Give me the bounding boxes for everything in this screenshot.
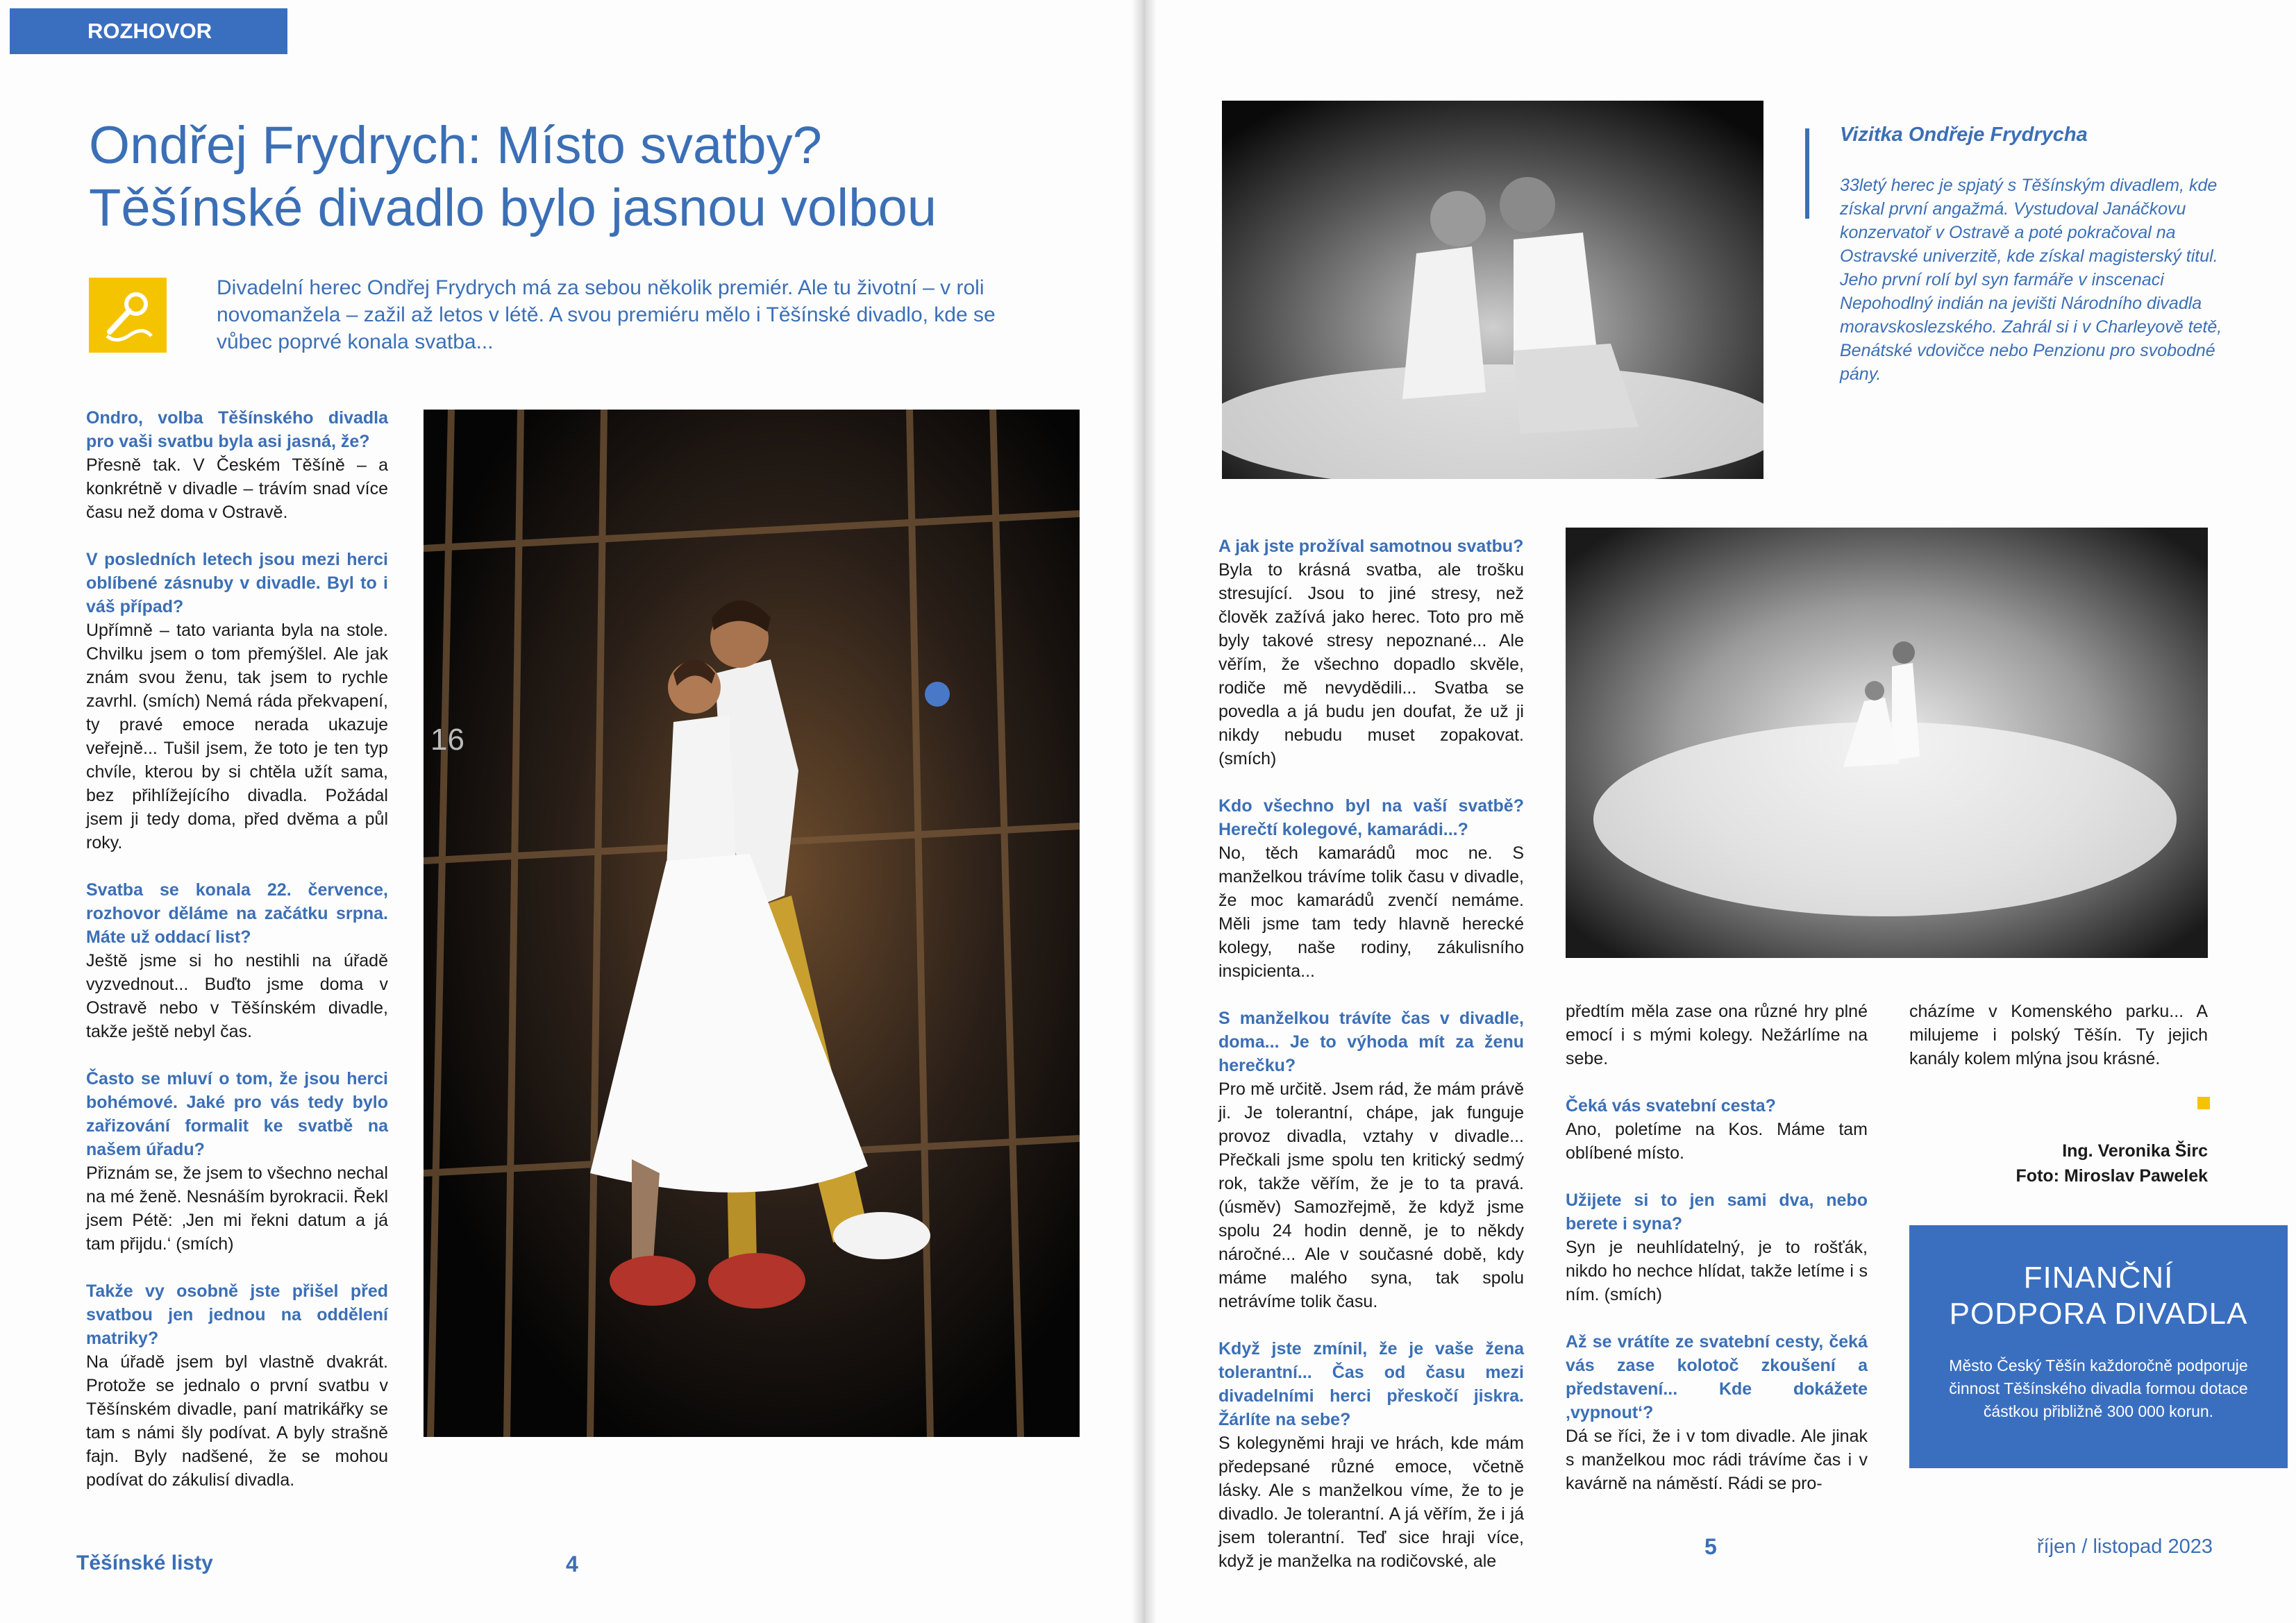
answer: Přiznám se, že jsem to všechno nechal na mé ženě. Nesnáším byrokracii. Řekl jsem Pétě: ‚Jen mi řekni datum a já tam přijdu.‘ (smích) <box>86 1163 388 1254</box>
finance-box-text: Město Český Těšín každoročně podporuje činnost Těšínského divadla formou dotace částkou přibližně 300 000 korun. <box>1949 1356 2248 1420</box>
answer: Byla to krásná svatba, ale trošku stresující. Jsou to jiné stresy, než člověk zažívá jako herec. Toto pro mě byly takové stresy nepoznané... Ale věřím, že všechno dopadlo skvěle, rodiče mě nevydědili... Svatba se povedla a já budu jen doufat, že už ji nikdy nebudu muset zopakovat. (smích) <box>1218 560 1524 768</box>
answer: No, těch kamarádů moc ne. S manželkou trávíme tolik času v divadle, že moc kamarádů zvenčí nemáme. Měli jsme tam tedy hlavně herecké kolegy, naše rodiny, zákulisního inspicienta... <box>1218 843 1524 981</box>
answer: Upřímně – tato varianta byla na stole. Chvilku jsem o tom přemýšlel. Ale jak znám svou ženu, tak jsem to rychle zavrhl. (smích) Nemá ráda překvapení, ty pravé emoce nerada ukazuje veřejně... Tušil jsem, že toto je ten typ chvíle, kterou by si chtěla užít sama, bez přihlížejícího divadla. Požádal jsem ji tedy doma, před dvěma a půl roky. <box>86 621 388 852</box>
article-lead: Divadelní herec Ondřej Frydrych má za sebou několik premiér. Ale tu životní – v roli novomanžela – zažil až letos v létě. A svou premiéru mělo i Těšínské divadlo, kde se vůbec poprvé konala svatba... <box>217 276 996 353</box>
article-column-1 <box>86 406 388 1492</box>
wedding-photo-dance <box>1566 528 2208 958</box>
answer: Dá se říci, že i v tom divadle. Ale jinak s manželkou moc rádi trávíme čas i v kavárně na náměstí. Rádi se pro- <box>1566 1427 1868 1493</box>
answer: Ano, poletíme na Kos. Máme tam oblíbené místo. <box>1566 1120 1868 1163</box>
answer: předtím měla zase ona různé hry plné emocí i s mými kolegy. Nežárlíme na sebe. <box>1566 1002 1868 1068</box>
question: Čeká vás svatební cesta? <box>1566 1096 1776 1116</box>
wedding-photo-stage <box>424 410 1080 1437</box>
question: Takže vy osobně jste přišel před svatbou jen jednou na oddělení matriky? <box>86 1281 388 1348</box>
profile-card-title: Vizitka Ondřeje Frydrycha <box>1840 124 2088 146</box>
article-column-3 <box>1566 1000 1868 1495</box>
question: Svatba se konala 22. července, rozhovor děláme na začátku srpna. Máte už oddací list? <box>86 880 388 947</box>
headline-line-2: Těšínské divadlo bylo jasnou volbou <box>89 178 937 237</box>
article-column-2 <box>1218 535 1524 1573</box>
answer: Pro mě určitě. Jsem rád, že mám právě ji. Je tolerantní, chápe, jak funguje provoz divadla, vztahy v divadle... Přečkali jsme spolu ten kritický sedmý rok, takže věřím, že je to ta pravá. (úsměv) Samozřejmě, že když jsme spolu 24 hodin denně, je to někdy náročné... Ale v současné době, kdy máme malého syna, tak spolu netrávíme tolik času. <box>1218 1079 1524 1311</box>
author-credit: Ing. Veronika Širc <box>2062 1141 2208 1161</box>
question: Až se vrátíte ze svatební cesty, čeká vás zase kolotoč zkoušení a představení... Kde dokážete ‚vypnout‘? <box>1566 1332 1868 1422</box>
headline-line-1: Ondřej Frydrych: Místo svatby? <box>89 116 822 175</box>
finance-title-line-2: PODPORA DIVADLA <box>1949 1297 2248 1331</box>
page-gutter <box>1132 0 1157 1623</box>
page-number-right: 5 <box>1704 1534 1717 1559</box>
article-credits <box>1958 1138 2208 1188</box>
article-headline <box>89 115 1026 239</box>
finance-support-box <box>1909 1225 2288 1468</box>
question: Kdo všechno byl na vaší svatbě? Herečtí kolegové, kamarádi...? <box>1218 796 1524 839</box>
magazine-name: Těšínské listy <box>76 1551 213 1574</box>
photo-credit: Foto: Miroslav Pawelek <box>2016 1166 2208 1186</box>
answer: Syn je neuhlídatelný, je to rošťák, nikdo ho nechce hlídat, takže letíme i s ním. (smích) <box>1566 1238 1868 1304</box>
question: Užijete si to jen sami dva, nebo berete i syna? <box>1566 1191 1868 1234</box>
question: Ondro, volba Těšínského divadla pro vaši svatbu byla asi jasná, že? <box>86 408 388 451</box>
answer: S kolegyněmi hraji ve hrách, kde mám předepsané různé emoce, včetně lásky. Ale s manželkou víme, že to je divadlo. Je tolerantní. A já věřím, že i já jsem tolerantní. Teď sice hraji více, když je manželka na rodičovské, ale <box>1218 1433 1524 1571</box>
question: A jak jste prožíval samotnou svatbu? <box>1218 537 1524 556</box>
page-number-left: 4 <box>566 1551 578 1576</box>
card-accent-bar <box>1805 128 1809 219</box>
answer: cházíme v Komenského parku... A milujeme i polský Těšín. Ty jejich kanály kolem mlýna jsou krásné. <box>1909 1002 2208 1068</box>
question: Často se mluví o tom, že jsou herci bohémové. Jaké pro vás tedy bylo zařizování formalit ke svatbě na našem úřadu? <box>86 1069 388 1159</box>
end-marker <box>2197 1097 2210 1109</box>
answer: Na úřadě jsem byl vlastně dvakrát. Protože se jednalo o první svatbu v Těšínském divadle, paní matrikářky se tam s námi šly podívat. A byly strašně fajn. Byly nadšené, že se mohou podívat do zákulisí divadla. <box>86 1352 388 1490</box>
question: V posledních letech jsou mezi herci oblíbené zásnuby v divadle. Byl to i váš případ? <box>86 550 388 616</box>
stage-number: 16 <box>430 723 464 757</box>
article-column-4 <box>1909 1000 2208 1070</box>
answer: Přesně tak. V Českém Těšíně – a konkrétně v divadle – trávím snad více času než doma v Ostravě. <box>86 455 388 522</box>
answer: Ještě jsme si ho nestihli na úřadě vyzvednout... Buďto jsme doma v Ostravě nebo v Těšínském divadle, takže ještě nebyl čas. <box>86 951 388 1041</box>
profile-card-text: 33letý herec je spjatý s Těšínským divadlem, kde získal první angažmá. Vystudoval Janáčkovu konzervatoř v Ostravě a poté pokračoval na Ostravské univerzitě, kde získal magisterský titul. Jeho první rolí byl syn farmáře v inscenaci Nepohodlný indián na jevišti Národního divadla moravskoslezského. Zahrál si i v Charleyově tetě, Benátské vdovičce nebo Penzionu pro svobodné pány. <box>1840 176 2222 384</box>
wedding-photo-seated <box>1222 101 1763 479</box>
microphone-icon <box>89 278 167 353</box>
finance-box-title <box>1909 1260 2288 1332</box>
issue-date: říjen / listopad 2023 <box>2036 1536 2213 1558</box>
finance-title-line-1: FINANČNÍ <box>2023 1261 2174 1295</box>
question: Když jste zmínil, že je vaše žena tolerantní... Čas od času mezi divadelními herci přeskočí jiskra. Žárlíte na sebe? <box>1218 1339 1524 1429</box>
question: S manželkou trávíte čas v divadle, doma... Je to výhoda mít za ženu herečku? <box>1218 1009 1524 1075</box>
section-tag: ROZHOVOR <box>10 8 287 54</box>
